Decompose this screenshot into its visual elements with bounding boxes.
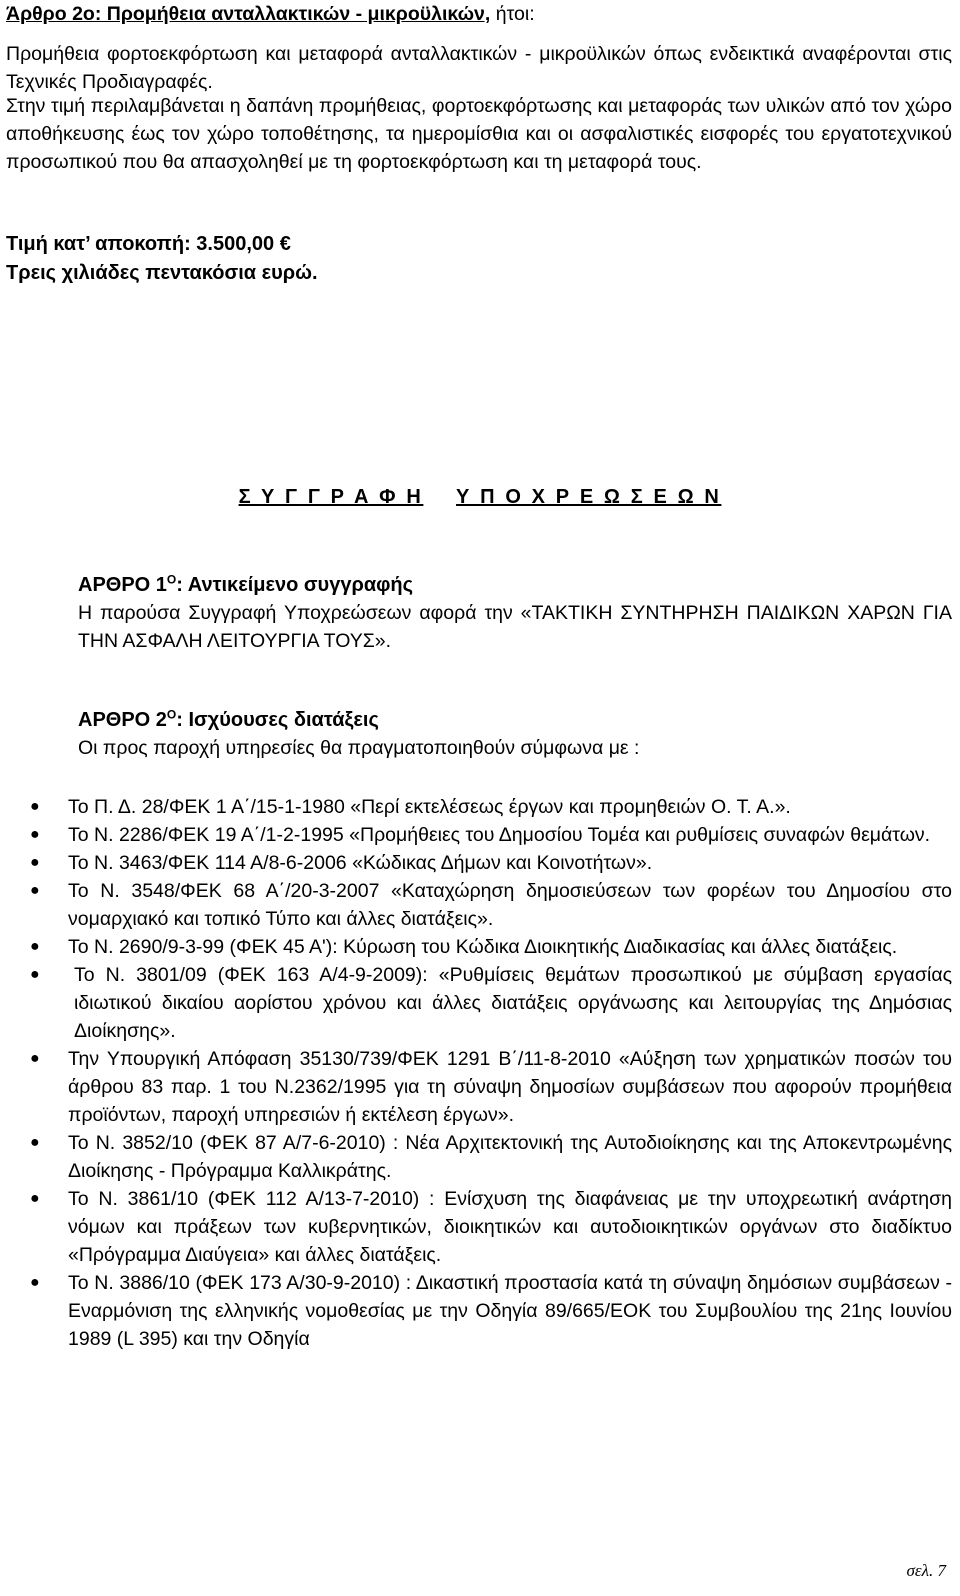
bullet-icon: ● bbox=[30, 966, 40, 983]
euro-icon: € bbox=[279, 233, 291, 255]
article-2 bbox=[78, 706, 952, 762]
article-2-sup: Ο bbox=[166, 707, 177, 722]
article-1-sup: Ο bbox=[166, 572, 177, 587]
list-item-text: Το Ν. 3852/10 (ΦΕΚ 87 Α/7-6-2010) : Νέα Αρχιτεκτονική της Αυτοδιοίκησης και της Αποκεντρωμένης Διοίκησης - Πρόγραμμα Καλλικράτης. bbox=[68, 1132, 952, 1182]
paragraph-description: Προμήθεια φορτοεκφόρτωση και μεταφορά ανταλλακτικών - μικροϋλικών όπως ενδεικτικά αναφέρονται στις Τεχνικές Προδιαγραφές. bbox=[6, 43, 952, 93]
article-1-title bbox=[78, 571, 952, 599]
list-item-text: Το Ν. 2690/9-3-99 (ΦΕΚ 45 Α'): Κύρωση του Κώδικα Διοικητικής Διαδικασίας και άλλες διατάξεις. bbox=[68, 936, 898, 958]
list-item-text: Το Ν. 3886/10 (ΦΕΚ 173 Α/30-9-2010) : Δικαστική προστασία κατά τη σύναψη δημόσιων συμβάσεων - Εναρμόνιση της ελληνικής νομοθεσίας με την Οδηγία 89/665/ΕΟΚ του Συμβουλίου της 21ης Ιουνίου 1989 (L 395) και την Οδηγία bbox=[68, 1272, 952, 1350]
price-in-words: Τρεις χιλιάδες πεντακόσια ευρώ. bbox=[6, 262, 318, 284]
laws-list bbox=[0, 790, 952, 1353]
list-item-text: Το Π. Δ. 28/ΦΕΚ 1 Α΄/15-1-1980 «Περί εκτελέσεως έργων και προμηθειών Ο. Τ. Α.». bbox=[68, 796, 791, 818]
paragraph-price-includes: Στην τιμή περιλαμβάνεται η δαπάνη προμήθειας, φορτοεκφόρτωσης και μεταφοράς των υλικών από τον χώρο αποθήκευσης έως τον χώρο τοποθέτησης, τα ημερομίσθια και οι ασφαλιστικές εισφορές του εργατοτεχνικού προσωπικού που θα απασχοληθεί με τη φορτοεκφόρτωση και τη μεταφορά τους. bbox=[6, 95, 952, 173]
price-line: Τιμή κατ’ αποκοπή: 3.500,00 bbox=[6, 233, 275, 255]
article-title-suffix: ήτοι: bbox=[490, 3, 535, 25]
article-1-text: Η παρούσα Συγγραφή Υποχρεώσεων αφορά την «ΤΑΚΤΙΚΗ ΣΥΝΤΗΡΗΣΗ ΠΑΙΔΙΚΩΝ ΧΑΡΩΝ ΓΙΑ ΤΗΝ ΑΣΦΑΛΗ ΛΕΙΤΟΥΡΓΙΑ ΤΟΥΣ». bbox=[78, 602, 952, 652]
list-item bbox=[0, 877, 952, 933]
list-item bbox=[0, 1045, 952, 1129]
bullet-icon: ● bbox=[30, 1134, 40, 1151]
bullet-icon: ● bbox=[30, 826, 40, 843]
list-item-text: Το Ν. 3861/10 (ΦΕΚ 112 Α/13-7-2010) : Ενίσχυση της διαφάνειας με την υποχρεωτική ανάρτηση νόμων και πράξεων των κυβερνητικών, διοικητικών και αυτοδιοικητικών οργάνων στο διαδίκτυο «Πρόγραμμα Διαύγεια» και άλλες διατάξεις. bbox=[68, 1188, 952, 1266]
bullet-icon: ● bbox=[30, 1274, 40, 1291]
bullet-icon: ● bbox=[30, 938, 40, 955]
section-heading bbox=[0, 483, 960, 511]
list-item bbox=[0, 849, 952, 877]
list-item bbox=[0, 933, 952, 961]
list-item bbox=[0, 961, 952, 1045]
page-number: σελ. 7 bbox=[906, 1561, 946, 1580]
list-item-text: Το Ν. 3548/ΦΕΚ 68 Α΄/20-3-2007 «Καταχώρηση δημοσιεύσεων των φορέων του Δημοσίου στο νομαρχιακό και τοπικό Τύπο και άλλες διατάξεις». bbox=[68, 880, 952, 930]
article-1 bbox=[78, 571, 952, 655]
article-header bbox=[6, 0, 952, 28]
article-2-heading: : Ισχύουσες διατάξεις bbox=[176, 709, 379, 731]
bullet-icon: ● bbox=[30, 1050, 40, 1067]
list-item bbox=[0, 1185, 952, 1269]
article-2-text: Οι προς παροχή υπηρεσίες θα πραγματοποιηθούν σύμφωνα με : bbox=[78, 737, 640, 759]
list-item bbox=[0, 1129, 952, 1185]
section-heading-right: Υ Π Ο Χ Ρ Ε Ω Σ Ε Ω Ν bbox=[456, 486, 722, 508]
article-2-title bbox=[78, 706, 952, 734]
article-title: Άρθρο 2ο: Προμήθεια ανταλλακτικών - μικροϋλικών, bbox=[6, 3, 491, 25]
list-item-text: Την Υπουργική Απόφαση 35130/739/ΦΕΚ 1291 Β΄/11-8-2010 «Αύξηση των χρηματικών ποσών του άρθρου 83 παρ. 1 του Ν.2362/1995 για τη σύναψη δημοσίων συμβάσεων που αφορούν προμήθεια προϊόντων, παροχή υπηρεσιών ή εκτέλεση έργων». bbox=[68, 1048, 952, 1126]
bullet-icon: ● bbox=[30, 1190, 40, 1207]
list-item-text: Το Ν. 3463/ΦΕΚ 114 Α/8-6-2006 «Κώδικας Δήμων και Κοινοτήτων». bbox=[68, 852, 653, 874]
bullet-icon: ● bbox=[30, 882, 40, 899]
list-item bbox=[0, 793, 952, 821]
article-1-label: ΑΡΘΡΟ 1 bbox=[78, 574, 167, 596]
bullet-icon: ● bbox=[30, 798, 40, 815]
bullet-icon: ● bbox=[30, 854, 40, 871]
section-heading-left: Σ Υ Γ Γ Ρ Α Φ Η bbox=[238, 486, 424, 508]
list-item-text: Το Ν. 3801/09 (ΦΕΚ 163 Α/4-9-2009): «Ρυθμίσεις θεμάτων προσωπικού με σύμβαση εργασίας ιδιωτικού δικαίου αορίστου χρόνου και άλλες διατάξεις οργάνωσης και λειτουργίας της Δημόσιας Διοίκησης». bbox=[74, 964, 952, 1042]
article-2-label: ΑΡΘΡΟ 2 bbox=[78, 709, 167, 731]
price-block bbox=[6, 230, 952, 288]
list-item bbox=[0, 1269, 952, 1353]
list-item-text: Το Ν. 2286/ΦΕΚ 19 Α΄/1-2-1995 «Προμήθειες του Δημοσίου Τομέα και ρυθμίσεις συναφών θεμάτων. bbox=[68, 824, 931, 846]
article-1-heading: : Αντικείμενο συγγραφής bbox=[176, 574, 414, 596]
list-item bbox=[0, 821, 952, 849]
